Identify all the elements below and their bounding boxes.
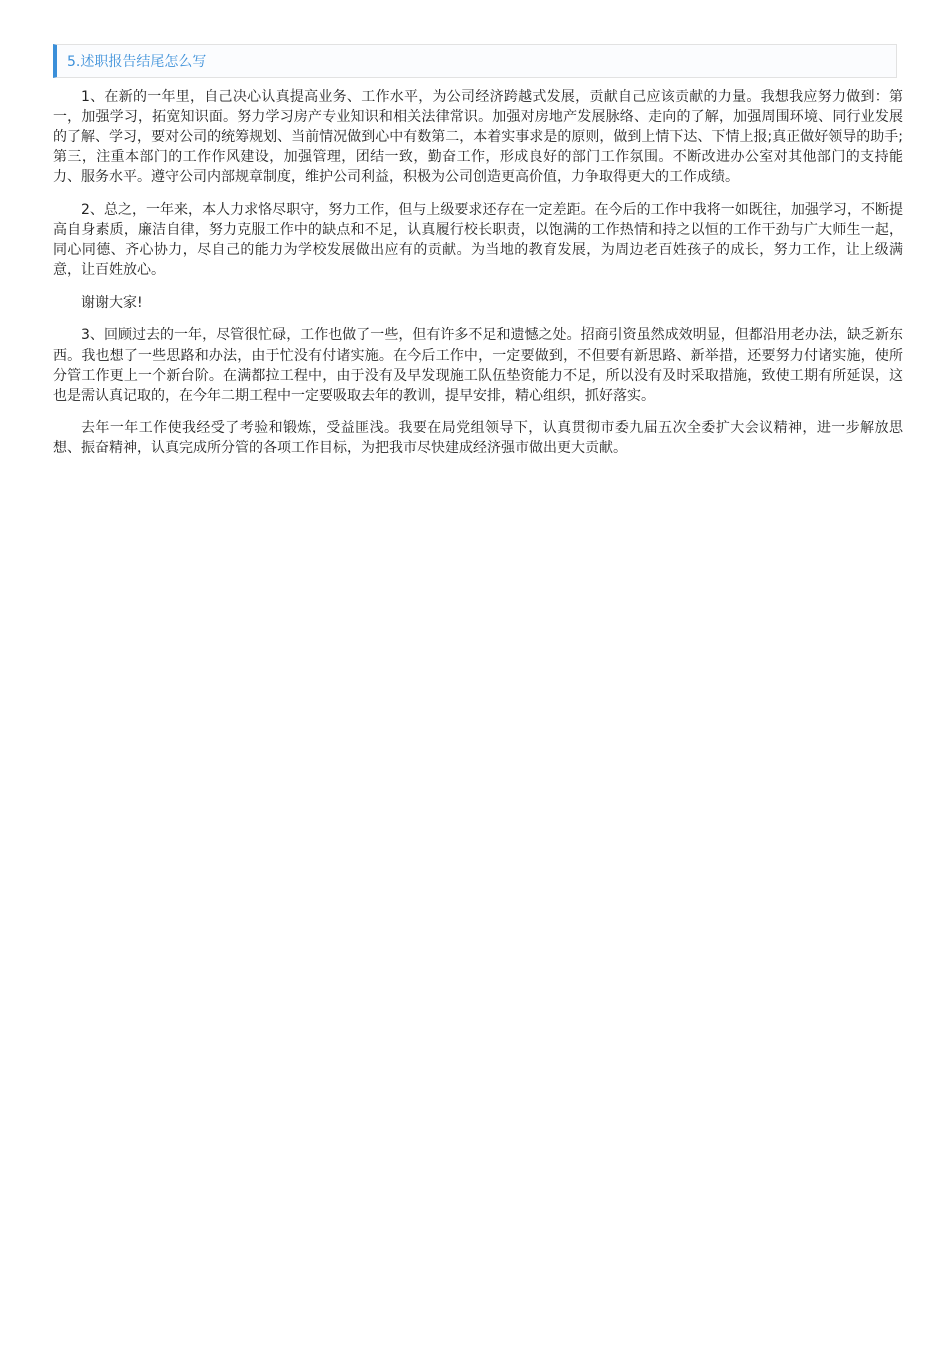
paragraph-thanks: 谢谢大家! — [81, 294, 143, 311]
document-body — [53, 87, 903, 459]
paragraph-2: 2、总之，一年来，本人力求恪尽职守，努力工作，但与上级要求还存在一定差距。在今后的工作中我将一如既往，加强学习，不断提高自身素质，廉洁自律，努力克服工作中的缺点和不足，认真履行校长职责，以饱满的工作热情和持之以恒的工作干劲与广大师生一起，同心同德、齐心协力，尽自己的能力为学校发展做出应有的贡献。为当地的教育发展，为周边老百姓孩子的成长，努力工作，让上级满意，让百姓放心。 — [53, 201, 903, 279]
section-heading-title: 5.述职报告结尾怎么写 — [67, 54, 207, 70]
paragraph-1: 1、在新的一年里，自己决心认真提高业务、工作水平，为公司经济跨越式发展，贡献自己应该贡献的力量。我想我应努力做到：第一，加强学习，拓宽知识面。努力学习房产专业知识和相关法律常识。加强对房地产发展脉络、走向的了解，加强周围环境、同行业发展的了解、学习，要对公司的统筹规划、当前情况做到心中有数第二，本着实事求是的原则，做到上情下达、下情上报;真正做好领导的助手;第三，注重本部门的工作作风建设，加强管理，团结一致，勤奋工作，形成良好的部门工作氛围。不断改进办公室对其他部门的支持能力、服务水平。遵守公司内部规章制度，维护公司利益，积极为公司创造更高价值，力争取得更大的工作成绩。 — [53, 89, 903, 186]
paragraph-3: 3、回顾过去的一年，尽管很忙碌，工作也做了一些，但有许多不足和遗憾之处。招商引资虽然成效明显，但都沿用老办法，缺乏新东西。我也想了一些思路和办法，由于忙没有付诸实施。在今后工作中，一定要做到，不但要有新思路、新举措，还要努力付诸实施，使所分管工作更上一个新台阶。在满都拉工程中，由于没有及早发现施工队伍垫资能力不足，所以没有及时采取措施，致使工期有所延误，这也是需认真记取的，在今年二期工程中一定要吸取去年的教训，提早安排，精心组织，抓好落实。 — [53, 327, 903, 404]
section-heading-box — [53, 44, 897, 78]
paragraph-4: 去年一年工作使我经受了考验和锻炼，受益匪浅。我要在局党组领导下，认真贯彻市委九届五次全委扩大会议精神，进一步解放思想、振奋精神，认真完成所分管的各项工作目标，为把我市尽快建成经济强市做出更大贡献。 — [53, 420, 903, 457]
document-page — [53, 44, 903, 471]
